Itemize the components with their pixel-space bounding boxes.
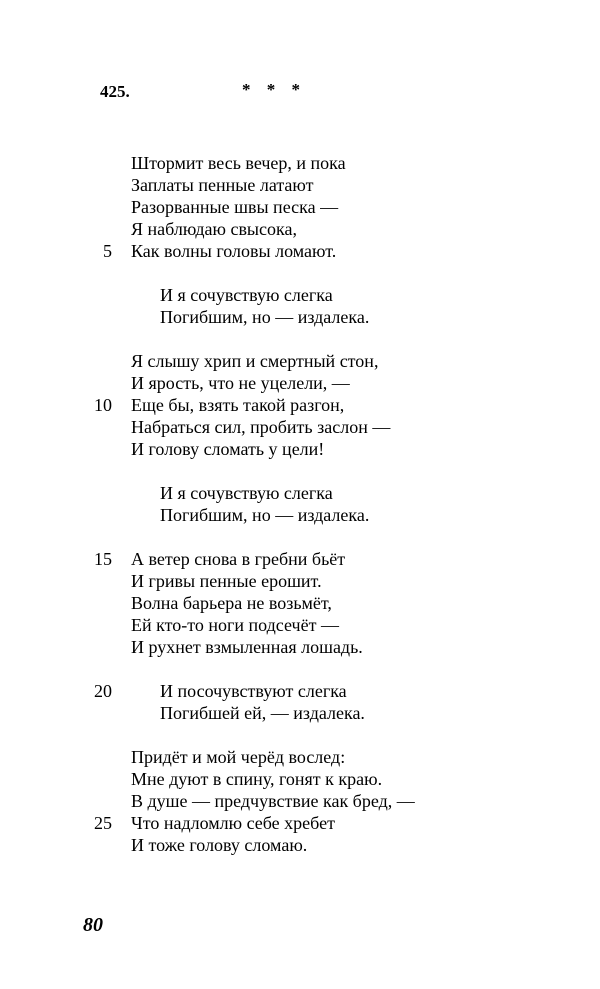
verse-line: А ветер снова в гребни бьёт: [131, 549, 346, 569]
verse-line: И гривы пенные ерошит.: [131, 571, 322, 591]
refrain-line: И я сочувствую слегка: [160, 483, 333, 503]
verse-line: И ярость, что не уцелели, —: [131, 373, 350, 393]
verse-line: Штормит весь вечер, и пока: [131, 153, 346, 173]
line-number: 5: [103, 241, 112, 261]
verse-line: Разорванные швы песка —: [131, 197, 339, 217]
verse-line: И тоже голову сломаю.: [131, 835, 308, 855]
line-number: 20: [94, 681, 112, 701]
verse-line: В душе — предчувствие как бред, —: [131, 791, 415, 811]
refrain-line: Погибшим, но — издалека.: [160, 505, 370, 525]
verse-line: И рухнет взмыленная лошадь.: [131, 637, 363, 657]
verse-line: Набраться сил, пробить заслон —: [131, 417, 391, 437]
verse-line: Ей кто-то ноги подсечёт —: [131, 615, 339, 635]
verse-line: Мне дуют в спину, гонят к краю.: [131, 769, 383, 789]
verse-line: Как волны головы ломают.: [131, 241, 337, 261]
verse-line: И голову сломать у цели!: [131, 439, 325, 459]
line-number: 25: [94, 813, 112, 833]
refrain-line: И я сочувствую слегка: [160, 285, 333, 305]
verse-line: Я наблюдаю свысока,: [131, 219, 297, 239]
page-number: 80: [83, 914, 103, 936]
verse-line: Еще бы, взять такой разгон,: [131, 395, 345, 415]
refrain-line: Погибшей ей, — издалека.: [160, 703, 365, 723]
line-number: 10: [94, 395, 112, 415]
verse-line: Заплаты пенные латают: [131, 175, 314, 195]
line-number: 15: [94, 549, 112, 569]
poem-title-stars: * * *: [242, 80, 306, 99]
refrain-line: Погибшим, но — издалека.: [160, 307, 370, 327]
refrain-line: И посочувствуют слегка: [160, 681, 347, 701]
verse-line: Волна барьера не возьмёт,: [131, 593, 332, 613]
poem-number: 425.: [100, 82, 130, 101]
verse-line: Что надломлю себе хребет: [131, 813, 335, 833]
verse-line: Я слышу хрип и смертный стон,: [131, 351, 379, 371]
verse-line: Придёт и мой черёд вослед:: [131, 747, 346, 767]
